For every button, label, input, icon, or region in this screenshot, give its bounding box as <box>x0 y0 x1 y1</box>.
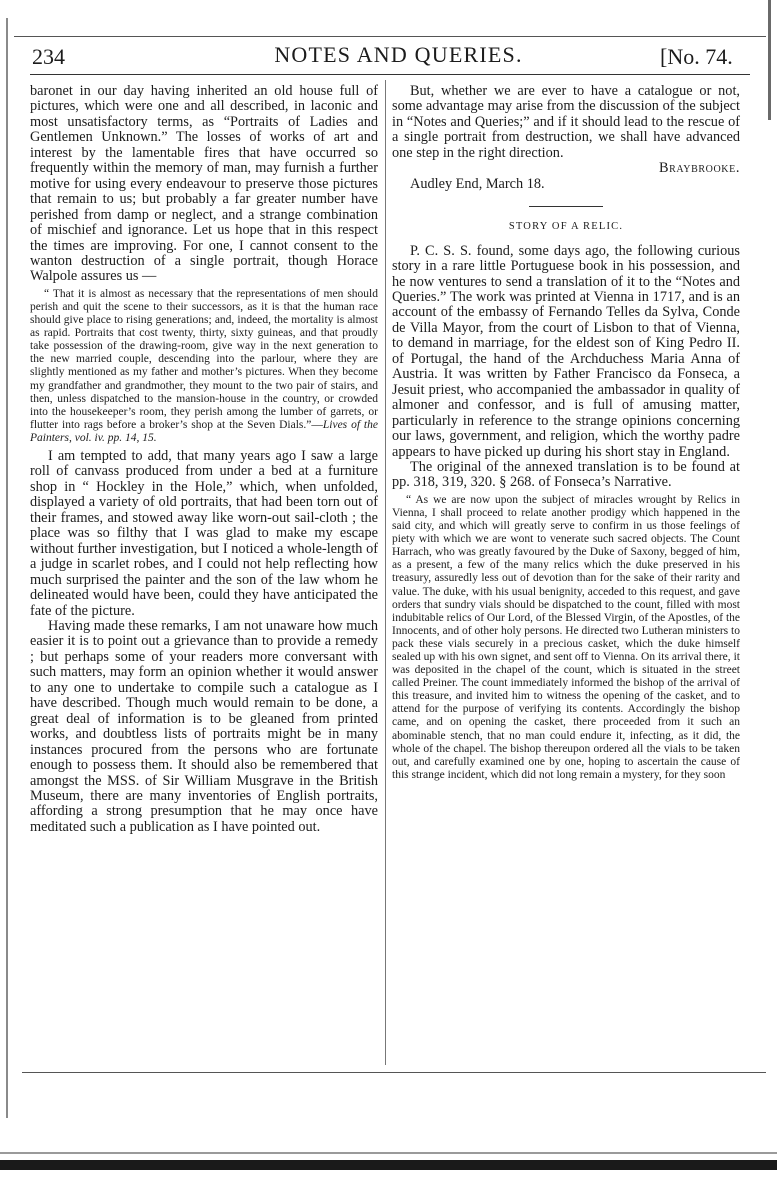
quote-text: “ That it is almost as necessary that the representations of men should perish and quit the scene to their successors, as it is that the human race should give place to rising generations; and, indeed, the mortality is almost as rapid. Portraits that cost twenty, thirty, sixty guineas, and that proudly take possession of the drawing-room, give way in the next generation to the new married couple, descending into the parlour, where they are slightly mentioned as my father and mother’s pictures. When they become my grandfather and grandmother, they mount to the two pair of stairs, and then, unless dispatched to the mansion-house in the country, or crowded into the housekeeper’s room, they perish among the lumber of garrets, or flutter into rags before a broker’s shop at the Seven Dials.”— <box>30 287 378 431</box>
page-number: 234 <box>32 44 65 69</box>
right-column <box>392 84 740 786</box>
header-rule <box>30 74 750 75</box>
section-rule <box>529 206 603 207</box>
bottom-edge-band <box>0 1160 777 1170</box>
bottom-rule <box>22 1072 766 1073</box>
running-header <box>0 42 777 72</box>
signature: Braybrooke. <box>658 160 740 177</box>
journal-title: NOTES AND QUERIES. <box>274 42 523 67</box>
paragraph: Having made these remarks, I am not unaware how much easier it is to point out a grievance than to provide a remedy ; but perhaps some of your readers more conversant with such matters, may form an opinion whether it would answer to any one to undertake to compile such a catalogue as I have described. Though much would remain to be done, a great deal of information is to be gleaned from printed works, and doubtless lists of portraits might be in many instances procured from the persons who are fortunate enough to possess them. It should also be remembered that amongst the MSS. of Sir William Musgrave in the British Museum, there are many inventories of English portraits, affording a strong presumption that he may once have meditated such a publication as I have pointed out. <box>30 618 378 835</box>
paragraph: The original of the annexed translation is to be found at pp. 318, 319, 320. § 268. of Fonseca’s Narrative. <box>392 458 740 491</box>
paragraph: But, whether we are ever to have a catalogue or not, some advantage may arise from the discussion of the subject in “Notes and Queries;” and if it should lead to the rescue of a single portrait from destruction, we shall have advanced one step in the right direction. <box>392 83 740 161</box>
walpole-quote <box>30 288 378 445</box>
paragraph: baronet in our day having inherited an old house full of pictures, which were one and all described, in laconic and most unsatisfactory terms, as “Portraits of Ladies and Gentlemen Unknown.” The losses of works of art and interest by the lamentable fires that have occurred so frequently within the memory of man, may furnish a further motive for using every endeavour to preserve those pictures that remain to us; but probably a far greater number have perished from damp or neglect, and a strange combination of mischief and ignorance. Let us hope that in this respect the times are improving. For one, I cannot consent to the wanton destruction of a single portrait, though Horace Walpole assures us — <box>30 83 378 285</box>
paragraph: I am tempted to add, that many years ago I saw a large roll of canvass produced from under a bed at a furniture shop in “ Hockley in the Hole,” which, when unfolded, displayed a variety of old portraits, that had been torn out of their frames, and stowed away like worn-out sail-cloth ; the place was so filthy that I was glad to make my escape without further investigation, but I noticed a whole-length of a judge in scarlet robes, and I could not help reflecting how much surprised the painter and the son of the law whom he delineated would have been, could they have anticipated the fate of the picture. <box>30 448 378 619</box>
top-rule <box>14 36 766 37</box>
dateline: Audley End, March 18. <box>410 175 545 192</box>
column-divider <box>385 80 386 1065</box>
quote-source: Lives of the Painters, vol. iv. pp. 14, 15. <box>30 418 378 444</box>
bottom-edge-line <box>0 1152 777 1154</box>
article-heading: STORY OF A RELIC. <box>508 221 624 233</box>
fonseca-quote <box>392 494 740 782</box>
left-column <box>30 84 378 835</box>
quote-text: “ As we are now upon the subject of miracles wrought by Relics in Vienna, I shall proceed to relate another prodigy which happened in the said city, and which will greatly serve to confirm in us those feelings of piety with which we are wont to venerate such sacred objects. The Count Harrach, who was greatly favoured by the Duke of Saxony, begged of him, as a present, a few of the many relics which the duke preserved in his treasury, assuredly less out of devotion than for the sake of their rarity and value. The duke, with his usual benignity, acceded to this request, and gave orders that sundry vials should be dispatched to the count, filled with most indubitable relics of Our Lord, of the Blessed Virgin, of the Apostles, of the Innocents, and of other holy persons. He directed two Lutheran ministers to pack these vials securely in a precious casket, which the duke himself sealed up with his own signet, and sent off to Vienna. On its arrival there, it was deposited in the chapel of the count, which is situated in the street called Preiner. The count immediately informed the bishop of the arrival of this treasure, and invited him to witness the opening of the casket, and to attend for the purpose of verifying its contents. Accordingly the bishop came, and on opening the casket, there proceeded from it such an abominable stench, that no man could endure it, infecting, as it did, the whole of the chapel. The bishop thereupon ordered all the vials to be taken out, and carefully examined one by one, hoping to ascertain the cause of this strange incident, which did not long remain a mystery, for they soon <box>392 493 740 781</box>
paragraph: P. C. S. S. found, some days ago, the following curious story in a rare little Portuguese book in his possession, and he now ventures to send a translation of it to the “Notes and Queries.” The work was printed at Vienna in 1717, and is an account of the embassy of Fernando Telles da Sylva, Conde de Villa Mayor, from the court of Lisbon to that of Vienna, to demand in marriage, for the eldest son of King Pedro II. of Portugal, the hand of the Archduchess Maria Anna of Austria. It was written by Father Francisco da Fonseca, a Jesuit priest, who accompanied the ambassador in quality of almoner and confessor, and is full of amusing matter, particularly in reference to the strange opinions concerning our laws, government, and religion, which the worthy padre appears to have picked up during his short stay in England. <box>392 242 740 460</box>
issue-number: [No. 74. <box>660 44 733 69</box>
page-edge-left <box>6 18 8 1118</box>
